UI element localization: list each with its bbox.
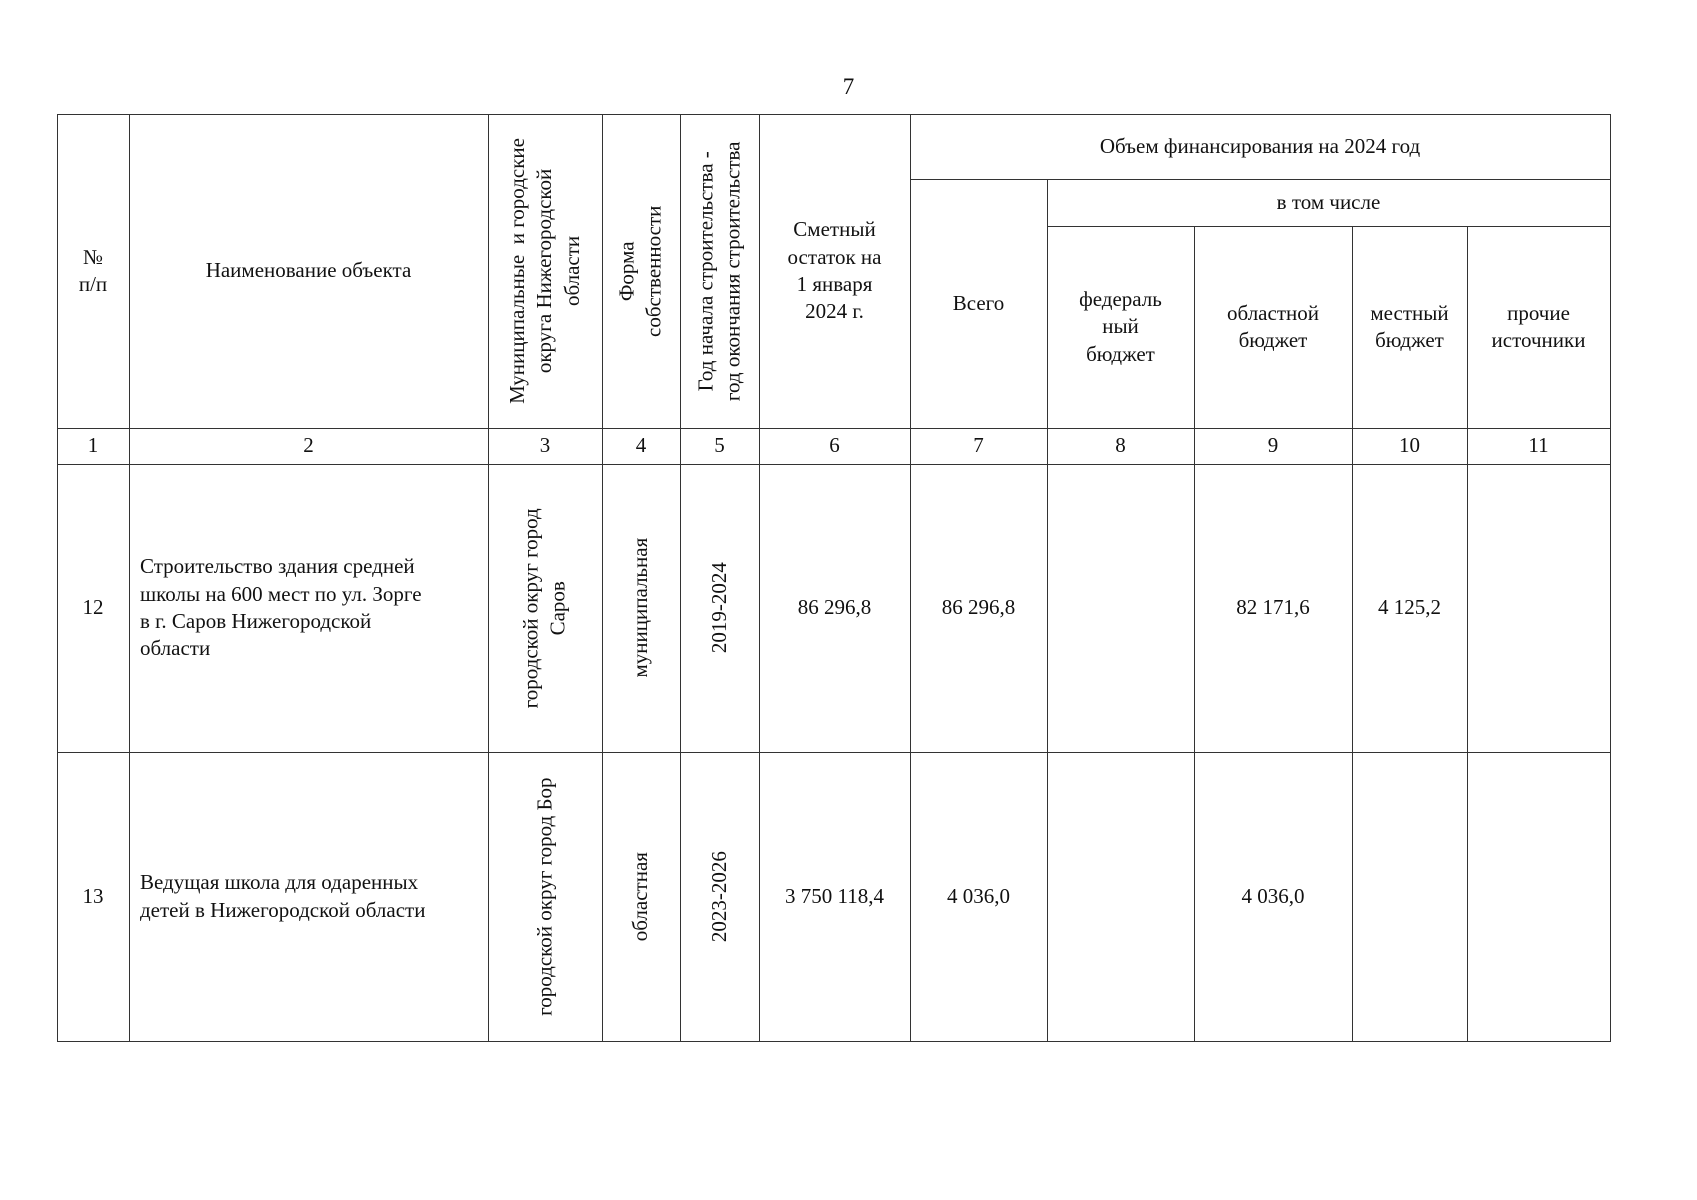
row-ownership: [602, 464, 680, 752]
table-rule: [1610, 114, 1611, 1041]
page-number: 7: [842, 74, 855, 99]
row-federal: [1047, 752, 1194, 1041]
row-municipality-value: городской округ город Бор: [532, 777, 557, 1016]
header-col-federal-label: федераль ный бюджет: [1079, 287, 1162, 366]
header-col-total-label: Всего: [952, 290, 1005, 315]
row-municipality-value: городской округ город Саров: [518, 507, 571, 709]
header-col-num-label: № п/п: [78, 244, 108, 296]
row-regional: [1194, 752, 1352, 1041]
header-col-estimate: [759, 114, 910, 428]
header-col-federal: [1047, 226, 1194, 428]
header-col-local: [1352, 226, 1467, 428]
row-regional-value: 82 171,6: [1236, 595, 1310, 620]
row-regional: [1194, 464, 1352, 752]
column-number: [1352, 428, 1467, 464]
row-object-name: [129, 752, 488, 1041]
header-col-years: [680, 114, 759, 428]
header-col-municipality: [488, 114, 602, 428]
header-col-regional: [1194, 226, 1352, 428]
row-num-value: 13: [82, 883, 104, 908]
column-number: [57, 428, 129, 464]
header-col-name-label: Наименование объекта: [205, 258, 412, 283]
header-col-estimate-label: Сметный остаток на 1 января 2024 г.: [787, 217, 882, 324]
row-object-name-value: Строительство здания средней школы на 600 мест по ул. Зорге в г. Саров Нижегородской области: [140, 554, 422, 661]
column-number: [680, 428, 759, 464]
column-number: [1467, 428, 1610, 464]
column-number-label: 6: [829, 433, 840, 458]
column-number-label: 3: [539, 433, 551, 458]
row-estimate: [759, 752, 910, 1041]
column-number-label: 5: [714, 433, 725, 458]
header-col-other: [1467, 226, 1610, 428]
column-number: [602, 428, 680, 464]
column-number: [1047, 428, 1194, 464]
row-total: [910, 464, 1047, 752]
header-including-group: [1047, 179, 1610, 226]
column-number: [759, 428, 910, 464]
row-total-value: 86 296,8: [941, 595, 1016, 620]
header-financing-group-label: Объем финансирования на 2024 год: [1099, 133, 1421, 158]
column-number-label: 10: [1399, 433, 1420, 458]
row-num: [57, 752, 129, 1041]
header-col-ownership-label: Форма собственности: [614, 205, 667, 337]
row-years-value: 2023-2026: [706, 850, 731, 942]
row-total: [910, 752, 1047, 1041]
column-number: [129, 428, 488, 464]
column-number: [1194, 428, 1352, 464]
header-col-other-label: прочие источники: [1491, 300, 1586, 352]
column-number-label: 8: [1115, 433, 1126, 458]
column-number-label: 1: [87, 433, 99, 458]
row-total-value: 4 036,0: [947, 883, 1010, 908]
header-col-regional-label: областной бюджет: [1227, 300, 1319, 352]
row-num-value: 12: [82, 595, 104, 620]
row-years: [680, 464, 759, 752]
column-number: [488, 428, 602, 464]
row-local: [1352, 464, 1467, 752]
header-col-ownership: [602, 114, 680, 428]
row-object-name: [129, 464, 488, 752]
row-ownership-value: муниципальная: [628, 538, 653, 678]
table-rule: [57, 1041, 1611, 1042]
row-municipality: [488, 464, 602, 752]
column-number-label: 4: [635, 433, 647, 458]
column-number: [910, 428, 1047, 464]
row-estimate: [759, 464, 910, 752]
row-object-name-value: Ведущая школа для одаренных детей в Нижегородской области: [140, 870, 426, 922]
row-federal: [1047, 464, 1194, 752]
header-col-years-label: Год начала строительства - год окончания строительства: [693, 141, 745, 401]
row-years: [680, 752, 759, 1041]
row-estimate-value: 3 750 118,4: [785, 883, 884, 908]
row-ownership: [602, 752, 680, 1041]
header-col-name: [129, 114, 488, 428]
row-years-value: 2019-2024: [706, 562, 731, 654]
row-other: [1467, 752, 1610, 1041]
header-financing-group: [910, 114, 1610, 179]
column-number-label: 9: [1267, 433, 1279, 458]
row-municipality: [488, 752, 602, 1041]
column-number-label: 2: [303, 433, 314, 458]
header-col-total: [910, 179, 1047, 428]
row-num: [57, 464, 129, 752]
row-other: [1467, 464, 1610, 752]
row-regional-value: 4 036,0: [1241, 883, 1305, 908]
header-col-num: [57, 114, 129, 428]
header-including-group-label: в том числе: [1276, 189, 1381, 214]
row-estimate-value: 86 296,8: [797, 595, 872, 620]
header-col-local-label: местный бюджет: [1370, 300, 1449, 352]
column-number-label: 7: [973, 433, 984, 458]
header-col-municipality-label: Муниципальные и городские округа Нижегородской области: [505, 138, 584, 404]
row-local: [1352, 752, 1467, 1041]
column-number-label: 11: [1528, 433, 1549, 458]
row-local-value: 4 125,2: [1378, 595, 1441, 620]
row-ownership-value: областная: [628, 851, 653, 942]
